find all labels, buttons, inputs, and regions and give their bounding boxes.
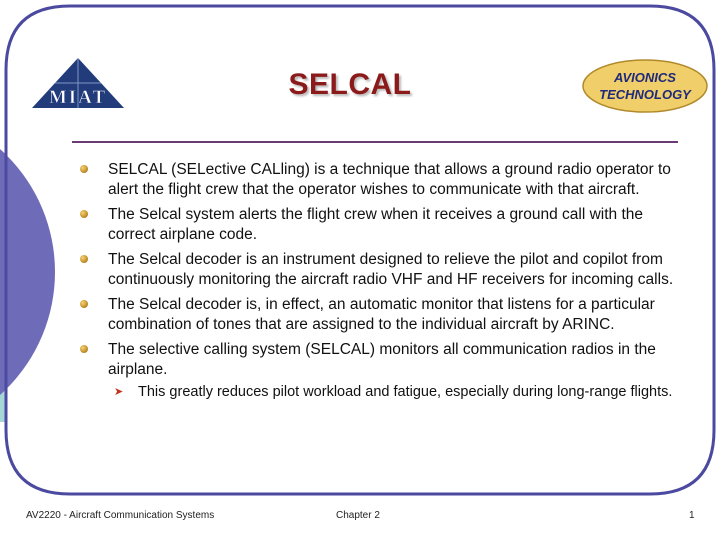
sub-bullet-item <box>108 383 678 402</box>
footer-chapter: Chapter 2 <box>336 510 380 521</box>
bullet-item <box>78 340 678 402</box>
gold-orb-bullet-icon <box>80 165 88 173</box>
bullet-item <box>78 250 678 290</box>
slide-content <box>78 160 678 407</box>
bullet-text: The Selcal decoder is, in effect, an automatic monitor that listens for a particular combination of tones that are assigned to the individual aircraft by ARINC. <box>108 296 655 333</box>
slide-title: SELCAL <box>288 68 412 101</box>
bullet-item <box>78 160 678 200</box>
miat-logo <box>26 56 130 114</box>
badge-ellipse <box>583 60 707 112</box>
badge-line2: TECHNOLOGY <box>599 87 691 102</box>
title-divider <box>72 141 678 143</box>
left-disc <box>0 107 55 437</box>
bullet-item <box>78 295 678 335</box>
bullet-list <box>78 160 678 402</box>
sub-bullet-text: This greatly reduces pilot workload and fatigue, especially during long-range flights. <box>138 384 673 400</box>
bullet-item <box>78 205 678 245</box>
sub-bullet-list <box>108 383 678 402</box>
gold-orb-bullet-icon <box>80 255 88 263</box>
bullet-text: The Selcal system alerts the flight crew when it receives a ground call with the correct airplane code. <box>108 206 643 243</box>
gold-orb-bullet-icon <box>80 300 88 308</box>
bullet-text: SELCAL (SELective CALling) is a technique that allows a ground radio operator to alert the flight crew that the operator wishes to communicate with that aircraft. <box>108 161 671 198</box>
bullet-text: The selective calling system (SELCAL) monitors all communication radios in the airplane. <box>108 341 656 378</box>
footer-course: AV2220 - Aircraft Communication Systems <box>26 510 215 521</box>
red-arrowhead-icon: ➤ <box>114 386 124 398</box>
avionics-technology-badge <box>580 58 710 114</box>
gold-orb-bullet-icon <box>80 210 88 218</box>
logo-text: MIAT <box>48 87 108 108</box>
bullet-text: The Selcal decoder is an instrument designed to relieve the pilot and copilot from continuously monitoring the aircraft radio VHF and HF receivers for incoming calls. <box>108 251 674 288</box>
gold-orb-bullet-icon <box>80 345 88 353</box>
footer-page-number: 1 <box>689 510 695 521</box>
badge-line1: AVIONICS <box>614 70 676 85</box>
